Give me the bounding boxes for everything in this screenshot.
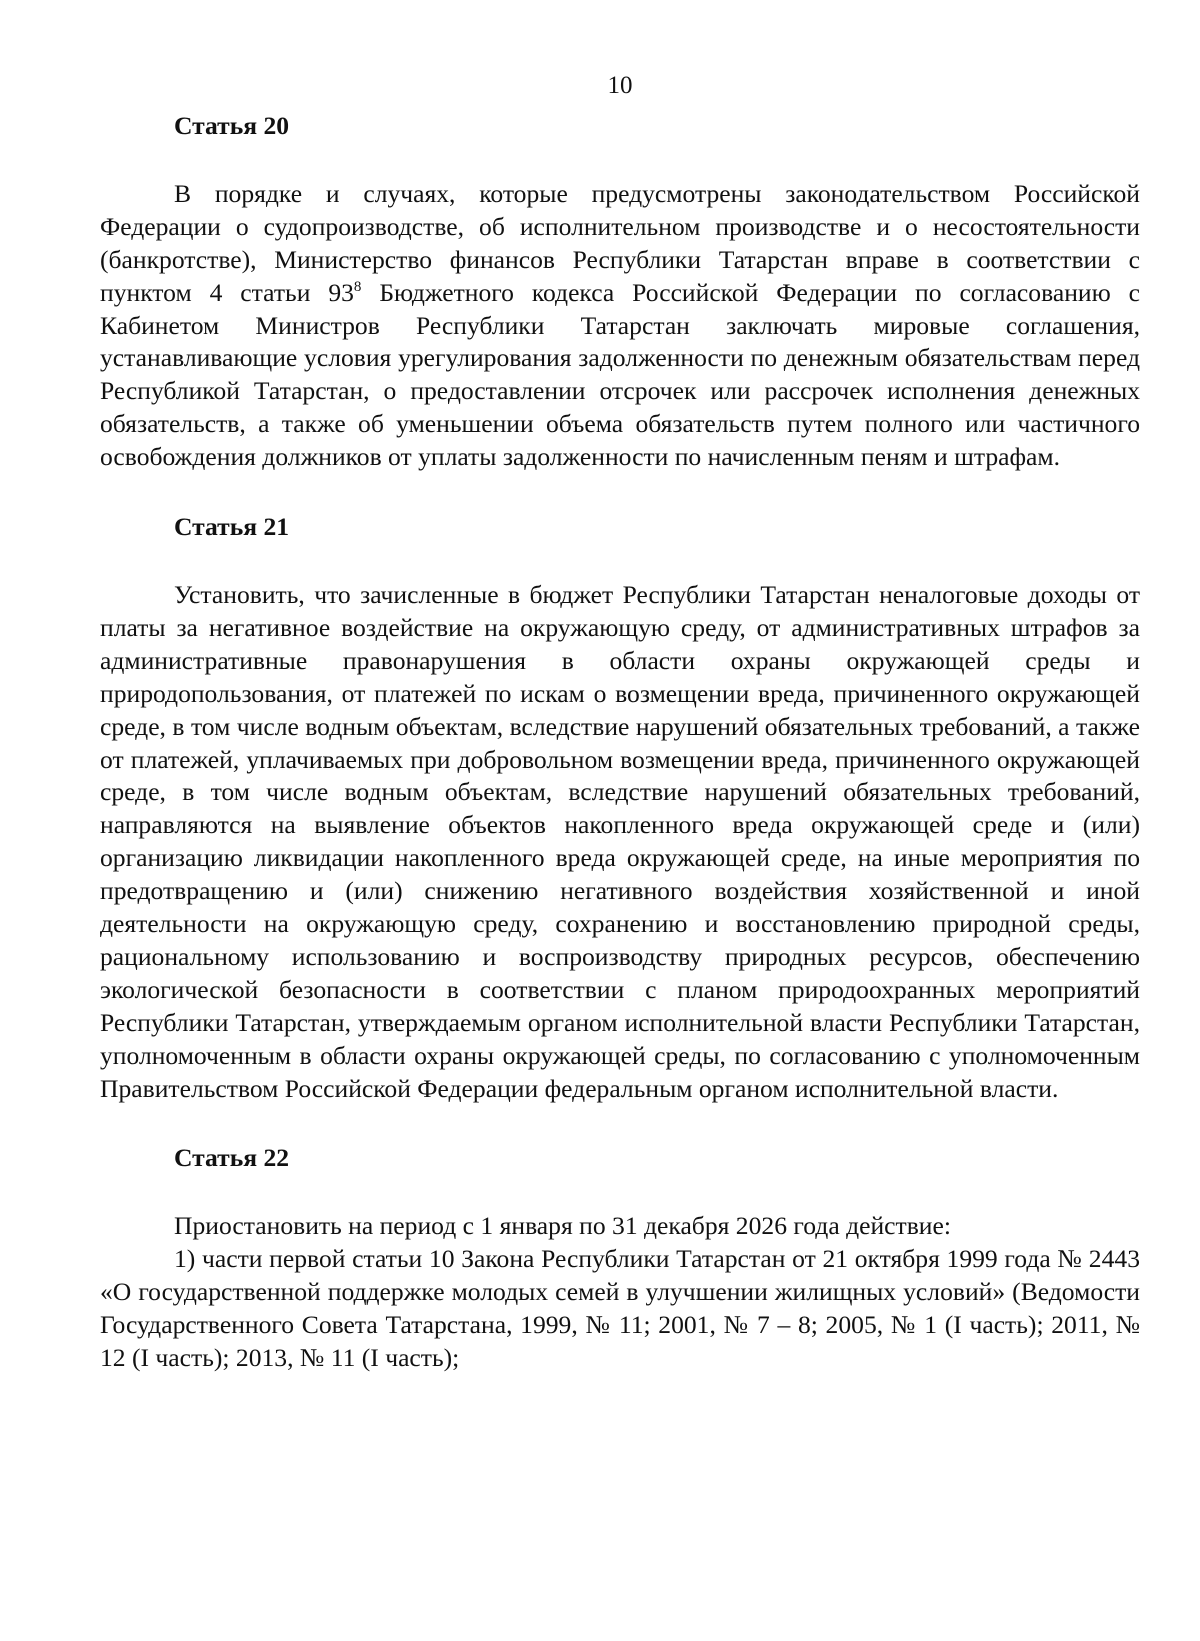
article-21 <box>100 511 1140 1105</box>
article-20 <box>100 110 1140 474</box>
paragraph-text: Бюджетного кодекса Российской Федерации по согласованию с Кабинетом Министров Республики Татарстан заключать мировые соглашения, устанавливающие условия урегулирования задолженности по денежным обязательствам перед Республикой Татарстан, о предоставлении отсрочек или рассрочек исполнения денежных обязательств, а также об уменьшении объема обязательств путем полного или частичного освобождения должников от уплаты задолженности по начисленным пеням и штрафам. <box>100 277 1140 472</box>
article-paragraph: Установить, что зачисленные в бюджет Республики Татарстан неналоговые доходы от платы за негативное воздействие на окружающую среду, от административных штрафов за административные правонарушения в области охраны окружающей среды и природопользования, от платежей по искам о возмещении вреда, причиненного окружающей среде, в том числе водным объектам, вследствие нарушений обязательных требований, а также от платежей, уплачиваемых при добровольном возмещении вреда, причиненного окружающей среде, в том числе водным объектам, вследствие нарушений обязательных требований, направляются на выявление объектов накопленного вреда окружающей среде и (или) организацию ликвидации накопленного вреда окружающей среде, на иные мероприятия по предотвращению и (или) снижению негативного воздействия хозяйственной и иной деятельности на окружающую среду, сохранению и восстановлению природной среды, рациональному использованию и воспроизводству природных ресурсов, обеспечению экологической безопасности в соответствии с планом природоохранных мероприятий Республики Татарстан, утверждаемым органом исполнительной власти Республики Татарстан, уполномоченным в области охраны окружающей среды, по согласованию с уполномоченным Правительством Российской Федерации федеральным органом исполнительной власти. <box>100 579 1140 1103</box>
spacer <box>100 1175 1140 1210</box>
document-body <box>100 110 1140 1375</box>
spacer <box>100 544 1140 579</box>
article-heading: Статья 21 <box>174 512 290 542</box>
spacer <box>100 474 1140 511</box>
superscript: 8 <box>353 278 362 295</box>
page-number: 10 <box>607 72 633 99</box>
article-paragraph: 1) части первой статьи 10 Закона Республики Татарстан от 21 октября 1999 года № 2443 «О государственной поддержке молодых семей в улучшении жилищных условий» (Ведомости Государственного Совета Татарстана, 1999, № 11; 2001, № 7 – 8; 2005, № 1 (I часть); 2011, № 12 (I часть); 2013, № 11 (I часть); <box>100 1244 1140 1372</box>
article-heading: Статья 22 <box>174 1143 290 1173</box>
article-22 <box>100 1142 1140 1374</box>
paragraph-text: В порядке и случаях, которые предусмотрены законодательством Российской Федерации о судопроизводстве, об исполнительном производстве и о несостоятельности (банкротстве), Министерство финансов Республики Татарстан вправе в соответствии с пунктом 4 статьи 93 <box>100 178 1140 307</box>
article-paragraph <box>100 178 1140 474</box>
spacer <box>100 143 1140 178</box>
article-paragraph: Приостановить на период с 1 января по 31 декабря 2026 года действие: <box>174 1211 951 1241</box>
article-heading: Статья 20 <box>174 111 290 140</box>
spacer <box>100 1105 1140 1142</box>
